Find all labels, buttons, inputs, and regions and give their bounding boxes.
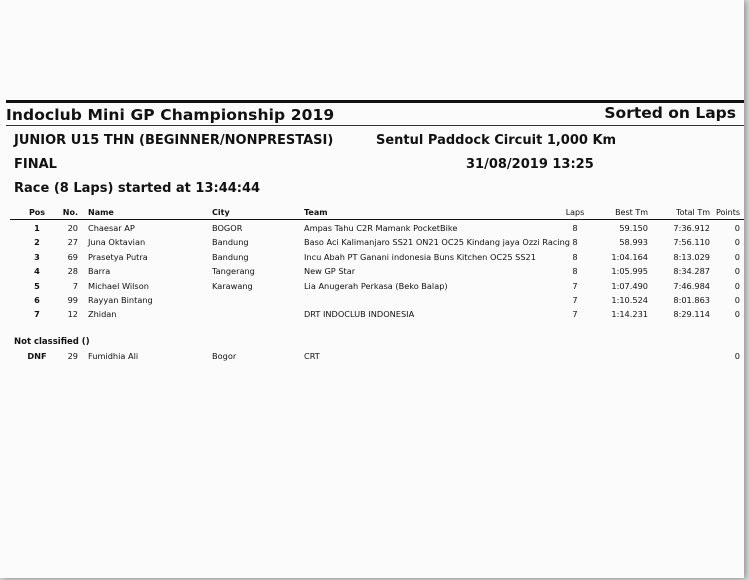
race-info: Race (8 Laps) started at 13:44:44 — [14, 181, 261, 196]
cell-points: 0 — [734, 351, 740, 361]
table-row — [0, 351, 744, 365]
cell-no: 28 — [67, 266, 78, 277]
session-datetime: 31/08/2019 13:25 — [466, 157, 594, 172]
cell-no: 69 — [67, 251, 78, 262]
col-total: Total Tm — [676, 208, 710, 217]
table-row — [0, 295, 744, 309]
cell-total: 7:46.984 — [673, 280, 710, 291]
championship-title: Indoclub Mini GP Championship 2019 — [6, 106, 335, 124]
cell-pos: 7 — [34, 309, 40, 320]
cell-no: 99 — [67, 295, 78, 305]
cell-points: 0 — [734, 223, 740, 233]
col-team: Team — [304, 208, 328, 217]
cell-points: 0 — [734, 280, 740, 291]
cell-no: 12 — [67, 309, 78, 320]
cell-total: 8:29.114 — [673, 309, 710, 320]
table-header-rule — [10, 219, 744, 220]
cell-pos: 1 — [34, 223, 40, 233]
cell-name: Juna Oktavian — [88, 237, 146, 248]
col-laps: Laps — [565, 208, 585, 217]
cell-laps: 8 — [572, 266, 578, 277]
cell-name: Chaesar AP — [88, 223, 135, 233]
cell-name: Michael Wilson — [88, 280, 149, 291]
table-row — [0, 266, 744, 280]
cell-team: New GP Star — [304, 266, 356, 277]
cell-city: Tangerang — [212, 266, 255, 277]
col-city: City — [212, 208, 230, 217]
cell-name: Rayyan Bintang — [88, 295, 153, 305]
cell-city: Bandung — [212, 237, 249, 248]
cell-laps: 8 — [572, 237, 578, 248]
cell-city: Karawang — [212, 280, 253, 291]
table-row — [0, 252, 744, 266]
cell-name: Fumidhia Ali — [88, 351, 139, 361]
cell-laps: 8 — [572, 251, 578, 262]
cell-points: 0 — [734, 295, 740, 305]
table-row — [0, 281, 744, 295]
col-points: Points — [716, 208, 741, 217]
table-row — [0, 223, 744, 237]
col-name: Name — [88, 208, 114, 217]
cell-laps: 7 — [572, 280, 578, 291]
cell-total: 7:36.912 — [673, 223, 710, 233]
cell-name: Prasetya Putra — [88, 251, 148, 262]
cell-points: 0 — [734, 309, 740, 320]
cell-no: 7 — [72, 280, 78, 291]
cell-pos: 4 — [34, 266, 40, 277]
cell-total: 8:01.863 — [673, 295, 710, 305]
cell-no: 29 — [67, 351, 78, 361]
cell-total: 8:34.287 — [673, 266, 710, 277]
cell-city: Bandung — [212, 251, 249, 262]
cell-laps: 8 — [572, 223, 578, 233]
cell-best: 1:04.164 — [611, 251, 648, 262]
col-pos: Pos — [28, 208, 46, 217]
cell-best: 1:07.490 — [611, 280, 648, 291]
cell-pos: 3 — [34, 251, 40, 262]
cell-team: Baso Aci Kalimanjaro SS21 ON21 OC25 Kindang jaya Ozzi Racing — [304, 237, 570, 248]
cell-team: Ampas Tahu C2R Mamank PocketBike — [304, 223, 458, 233]
session-name: FINAL — [14, 157, 57, 172]
col-no: No. — [62, 208, 78, 217]
circuit-name: Sentul Paddock Circuit 1,000 Km — [376, 133, 617, 148]
cell-no: 27 — [67, 237, 78, 248]
table-row — [0, 309, 744, 323]
sort-label: Sorted on Laps — [604, 104, 736, 122]
cell-best: 58.993 — [619, 237, 648, 248]
table-row — [0, 237, 744, 251]
cell-best: 1:14.231 — [611, 309, 648, 320]
cell-name: Zhidan — [88, 309, 117, 320]
cell-team: DRT INDOCLUB INDONESIA — [304, 309, 415, 320]
cell-pos: 6 — [34, 295, 40, 305]
cell-points: 0 — [734, 237, 740, 248]
cell-laps: 7 — [572, 295, 578, 305]
cell-name: Barra — [88, 266, 111, 277]
cell-best: 1:05.995 — [611, 266, 648, 277]
header-top-rule — [6, 100, 744, 103]
cell-points: 0 — [734, 266, 740, 277]
cell-laps: 7 — [572, 309, 578, 320]
cell-best: 1:10.524 — [611, 295, 648, 305]
col-best: Best Tm — [615, 208, 648, 217]
cell-total: 8:13.029 — [673, 251, 710, 262]
cell-team: CRT — [304, 351, 320, 361]
cell-pos: 2 — [34, 237, 40, 248]
cell-city: Bogor — [212, 351, 237, 361]
class-name: JUNIOR U15 THN (BEGINNER/NONPRESTASI) — [14, 133, 334, 148]
not-classified-label: Not classified () — [14, 337, 90, 347]
cell-no: 20 — [67, 223, 78, 233]
cell-points: 0 — [734, 251, 740, 262]
cell-city: BOGOR — [212, 223, 243, 233]
cell-pos: 5 — [34, 280, 40, 291]
cell-team: Incu Abah PT Ganani indonesia Buns Kitchen OC25 SS21 — [304, 251, 536, 262]
cell-team: Lia Anugerah Perkasa (Beko Balap) — [304, 280, 448, 291]
header-bottom-rule — [6, 125, 744, 126]
cell-total: 7:56.110 — [673, 237, 710, 248]
cell-pos: DNF — [27, 351, 47, 361]
cell-best: 59.150 — [619, 223, 648, 233]
